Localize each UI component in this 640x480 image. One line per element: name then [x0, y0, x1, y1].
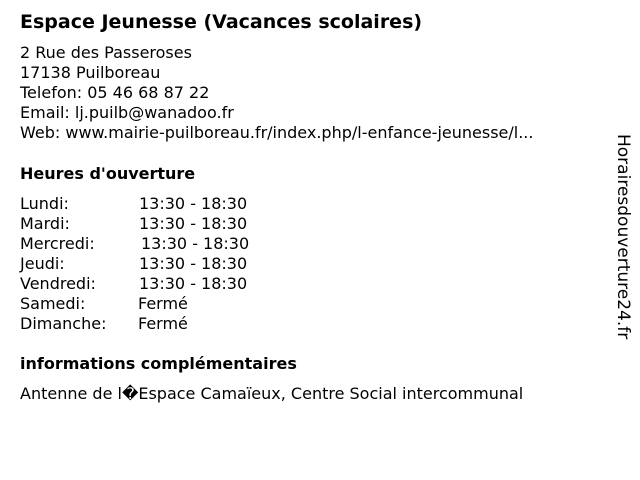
time-value: 13:30 - 18:30 [141, 234, 250, 253]
page-title: Espace Jeunesse (Vacances scolaires) [20, 11, 423, 33]
day-label: Mardi: [20, 214, 70, 233]
time-value: 13:30 - 18:30 [139, 274, 248, 293]
day-label: Samedi: [20, 294, 86, 313]
day-label: Jeudi: [20, 254, 65, 273]
additional-info-heading: informations complémentaires [20, 354, 297, 373]
additional-info-text: Antenne de l�Espace Camaïeux, Centre Social intercommunal [20, 384, 524, 403]
time-value: 13:30 - 18:30 [139, 214, 248, 233]
address-city: 17138 Puilboreau [20, 63, 161, 82]
email-line: Email: lj.puilb@wanadoo.fr [20, 103, 234, 122]
time-value: Fermé [138, 314, 188, 333]
contact-block [20, 43, 533, 143]
day-label: Mercredi: [20, 234, 95, 253]
day-label: Dimanche: [20, 314, 107, 333]
web-line: Web: www.mairie-puilboreau.fr/index.php/l-enfance-jeunesse/l... [20, 123, 534, 142]
site-watermark [612, 134, 634, 374]
time-value: 13:30 - 18:30 [139, 254, 248, 273]
address-street: 2 Rue des Passeroses [20, 43, 192, 62]
time-value: Fermé [138, 294, 188, 313]
phone-line: Telefon: 05 46 68 87 22 [20, 83, 210, 102]
day-label: Lundi: [20, 194, 69, 213]
watermark-text: Horairesdouverture24.fr [613, 134, 633, 340]
day-label: Vendredi: [20, 274, 96, 293]
opening-hours-heading: Heures d'ouverture [20, 164, 196, 183]
time-value: 13:30 - 18:30 [139, 194, 248, 213]
